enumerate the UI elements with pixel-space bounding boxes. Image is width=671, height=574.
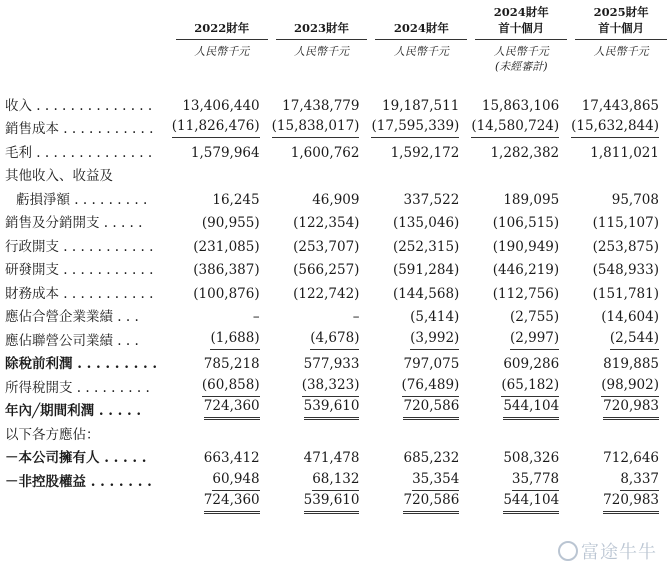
- row-profit-for-period: [2, 397, 671, 421]
- cell-value: 60,948: [212, 471, 259, 491]
- cell-value: 539,610: [304, 398, 360, 420]
- row-non-controlling: [2, 467, 671, 491]
- cell-value: 17,438,779: [282, 97, 360, 114]
- cell-value: 189,095: [503, 191, 560, 208]
- cell-value: (98,902): [601, 377, 659, 397]
- cell-value: (566,257): [293, 262, 360, 278]
- cell-value: 68,132: [312, 471, 359, 491]
- cell-value: 1,282,382: [490, 144, 560, 161]
- cell-value: (2,997): [510, 330, 559, 350]
- row-cost-of-sales: [2, 115, 671, 139]
- watermark: [558, 538, 657, 564]
- cell-value: 544,104: [503, 492, 559, 514]
- cell-value: 544,104: [503, 398, 559, 420]
- cell-value: 819,885: [603, 356, 659, 372]
- column-header: 2024財年: [371, 4, 471, 40]
- row-share-joint-ventures: [2, 303, 671, 327]
- row-other-income: [2, 185, 671, 209]
- cell-value: (15,632,844): [571, 118, 659, 138]
- row-gross-profit: [2, 138, 671, 162]
- unit-label: 人民幣千元 (未經審計): [471, 40, 571, 75]
- cell-value: (144,568): [392, 285, 460, 302]
- cell-value: 724,360: [204, 398, 260, 420]
- cell-value: (14,604): [601, 309, 659, 325]
- unit-label: 人民幣千元: [294, 45, 350, 58]
- row-label: 銷售及分銷開支 . . . . .: [5, 215, 143, 231]
- cell-value: (38,323): [302, 377, 360, 397]
- unit-label: 人民幣千元: [593, 45, 649, 58]
- row-share-associates: [2, 326, 671, 350]
- cell-value: 539,610: [304, 492, 360, 514]
- cell-value: (100,876): [193, 285, 260, 302]
- cell-value: (253,707): [293, 238, 360, 255]
- watermark-text: 富途牛牛: [581, 542, 657, 563]
- cell-value: 1,579,964: [190, 144, 260, 161]
- cell-value: (252,315): [392, 238, 460, 255]
- row-selling-expenses: [2, 209, 671, 233]
- cell-value: 724,360: [204, 492, 260, 514]
- cell-value: (1,688): [210, 330, 259, 350]
- unit-row: [2, 40, 671, 75]
- cell-value: (76,489): [402, 377, 460, 397]
- row-label: 除稅前利潤 . . . . . . . . .: [5, 356, 158, 372]
- row-label: 收入 . . . . . . . . . . . . . .: [5, 97, 153, 114]
- column-header: 2023財年: [272, 4, 372, 40]
- row-label: －非控股權益 . . . . . . .: [5, 473, 152, 490]
- row-label: 以下各方應佔：: [5, 426, 100, 443]
- cell-value: 712,646: [603, 450, 659, 466]
- row-label: 財務成本 . . . . . . . . . . .: [5, 285, 154, 302]
- row-income-tax: [2, 373, 671, 397]
- cell-value: –: [352, 309, 360, 325]
- cell-value: 720,586: [403, 492, 459, 514]
- cell-value: (2,544): [610, 330, 659, 350]
- cell-value: 17,443,865: [581, 97, 659, 114]
- cell-value: (60,858): [202, 377, 260, 397]
- cell-value: 46,909: [312, 191, 360, 208]
- cell-value: 720,983: [603, 492, 659, 514]
- cell-value: (2,755): [509, 309, 560, 325]
- row-admin-expenses: [2, 232, 671, 256]
- cell-value: 35,354: [412, 471, 459, 491]
- income-statement-table: [2, 4, 671, 514]
- cell-value: (190,949): [492, 238, 560, 255]
- cell-value: 15,863,106: [481, 97, 560, 114]
- cell-value: 35,778: [512, 471, 559, 491]
- row-label: 年內╱期間利潤 . . . . .: [5, 403, 142, 419]
- cell-value: (548,933): [592, 262, 659, 278]
- row-other-income-heading: [2, 162, 671, 186]
- row-rd-expenses: [2, 256, 671, 280]
- row-finance-costs: [2, 279, 671, 303]
- cell-value: 609,286: [503, 356, 560, 372]
- cell-value: (17,595,339): [371, 118, 459, 138]
- cell-value: (4,678): [310, 330, 359, 350]
- cell-value: (5,414): [410, 309, 460, 325]
- cell-value: 508,326: [503, 450, 560, 466]
- cell-value: (122,742): [293, 285, 360, 302]
- row-label: 研發開支 . . . . . . . . . . .: [5, 262, 154, 278]
- cell-value: (65,182): [501, 377, 559, 397]
- label-column-header: [2, 4, 172, 40]
- row-label: [2, 491, 172, 515]
- cell-value: (3,992): [410, 330, 459, 350]
- cell-value: 337,522: [403, 191, 460, 208]
- cell-value: 797,075: [403, 356, 460, 372]
- cell-value: (11,826,476): [172, 118, 260, 138]
- row-owners: [2, 444, 671, 468]
- cell-value: (135,046): [392, 215, 460, 231]
- row-revenue: [2, 91, 671, 115]
- cell-value: (14,580,724): [471, 118, 559, 138]
- cell-value: 720,983: [603, 398, 659, 420]
- row-attributable-heading: [2, 420, 671, 444]
- cell-value: 13,406,440: [182, 97, 260, 114]
- cell-value: 8,337: [620, 471, 659, 491]
- column-header-row: [2, 4, 671, 40]
- cell-value: 1,811,021: [590, 144, 659, 161]
- row-label: 銷售成本 . . . . . . . . . . .: [5, 121, 154, 137]
- cell-value: –: [252, 309, 260, 325]
- cell-value: (112,756): [492, 285, 560, 302]
- cell-value: (15,838,017): [272, 118, 360, 138]
- cell-value: 95,708: [611, 191, 659, 208]
- column-header: 2025財年 首十個月: [571, 4, 671, 40]
- row-label: 毛利 . . . . . . . . . . . . . .: [5, 144, 153, 161]
- cell-value: 19,187,511: [382, 97, 460, 114]
- unaudited-note: (未經審計): [494, 60, 548, 73]
- watermark-logo-icon: [558, 541, 578, 561]
- row-total: [2, 491, 671, 515]
- row-label: 應佔聯營公司業績 . . .: [5, 332, 139, 349]
- cell-value: (591,284): [392, 262, 460, 278]
- cell-value: 663,412: [203, 450, 260, 466]
- cell-value: (122,354): [293, 215, 360, 231]
- cell-value: (151,781): [592, 285, 659, 302]
- cell-value: (446,219): [492, 262, 560, 278]
- row-label: 其他收入、收益及: [5, 168, 113, 184]
- cell-value: (231,085): [193, 238, 260, 255]
- column-header: 2024財年 首十個月: [471, 4, 571, 40]
- cell-value: (386,387): [193, 262, 260, 278]
- cell-value: (253,875): [592, 238, 659, 255]
- cell-value: 16,245: [212, 191, 260, 208]
- cell-value: 785,218: [203, 356, 260, 372]
- cell-value: 471,478: [303, 450, 360, 466]
- cell-value: 720,586: [403, 398, 459, 420]
- row-label: 虧損淨額 . . . . . . . . .: [16, 191, 148, 208]
- cell-value: (106,515): [492, 215, 560, 231]
- cell-value: 1,592,172: [390, 144, 460, 161]
- cell-value: 685,232: [403, 450, 460, 466]
- unit-label: 人民幣千元: [194, 45, 250, 58]
- unit-label: 人民幣千元: [393, 45, 449, 58]
- row-label: －本公司擁有人 . . . . .: [5, 450, 147, 466]
- cell-value: 1,600,762: [290, 144, 360, 161]
- column-header: 2022財年: [172, 4, 272, 40]
- cell-value: (115,107): [592, 215, 659, 231]
- row-label: 所得稅開支 . . . . . . . . .: [5, 379, 150, 396]
- row-label: 應佔合營企業業績 . . .: [5, 309, 139, 325]
- row-label: 行政開支 . . . . . . . . . . .: [5, 238, 154, 255]
- row-profit-before-tax: [2, 350, 671, 374]
- cell-value: (90,955): [201, 215, 260, 231]
- cell-value: 577,933: [303, 356, 360, 372]
